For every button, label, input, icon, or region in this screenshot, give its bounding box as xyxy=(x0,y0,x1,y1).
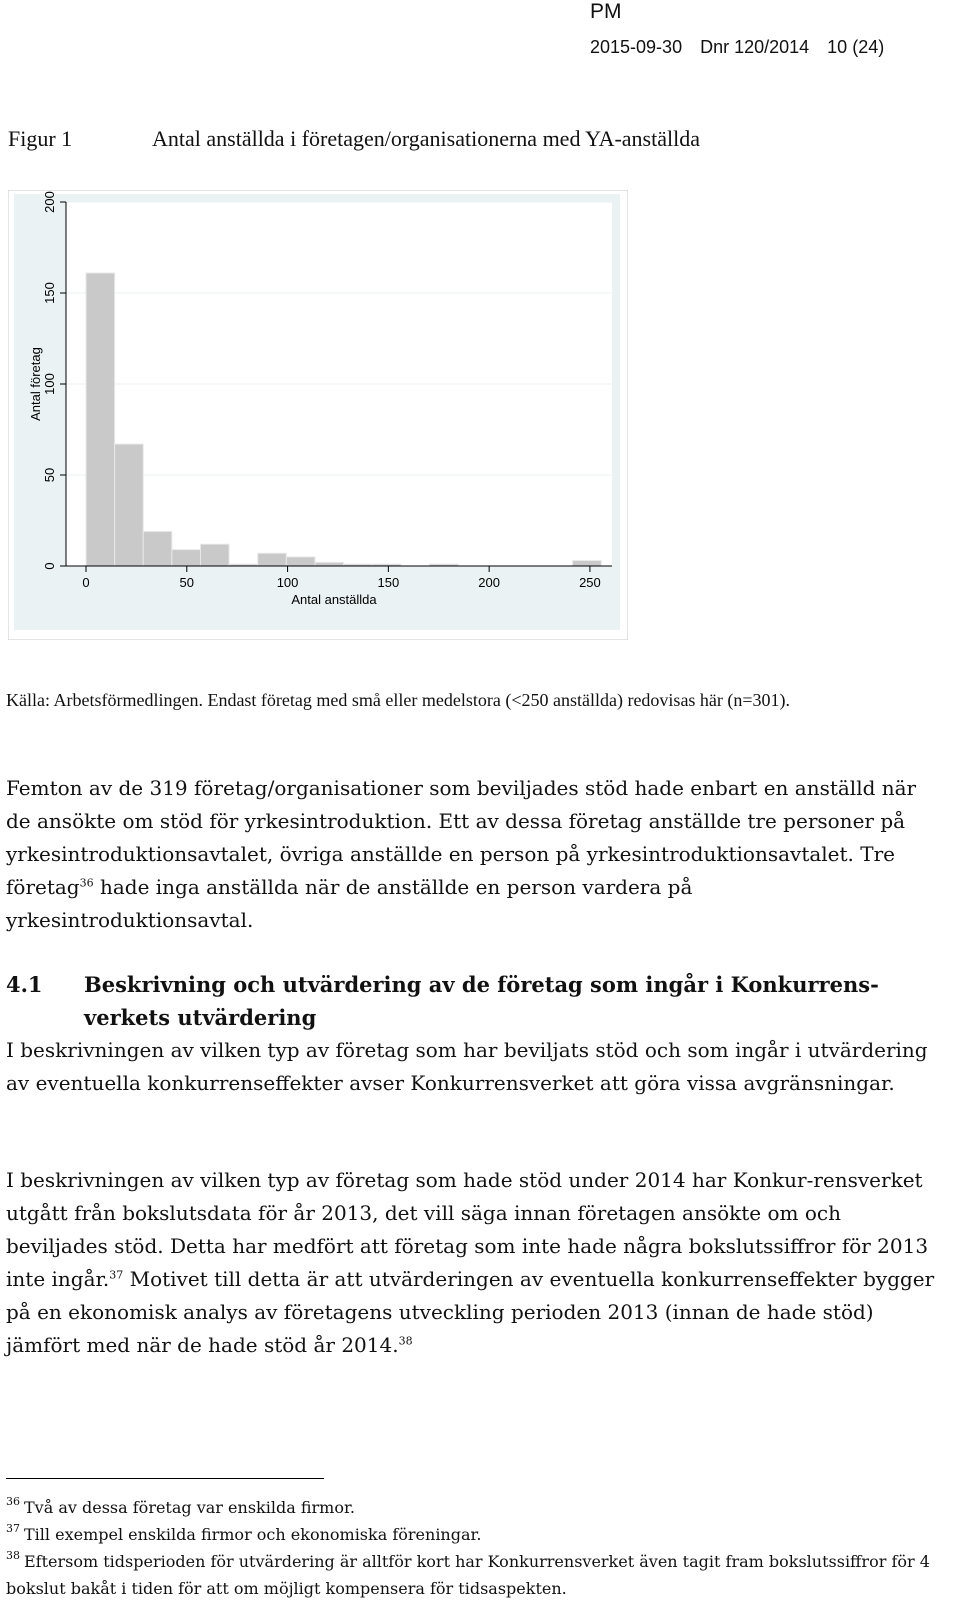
histogram-bar xyxy=(200,544,229,566)
histogram-bar xyxy=(86,273,115,566)
paragraph-3 xyxy=(6,1164,936,1362)
x-tick-label: 100 xyxy=(276,575,299,590)
histogram-svg xyxy=(8,190,628,640)
histogram-bar xyxy=(172,550,201,566)
histogram-bar xyxy=(115,444,144,566)
x-tick-label: 250 xyxy=(579,575,601,590)
footnote-number: 38 xyxy=(6,1549,20,1562)
y-tick-label: 150 xyxy=(42,282,57,304)
y-tick-label: 50 xyxy=(42,467,57,483)
y-axis-label: Antal företag xyxy=(28,347,43,421)
footnote-number: 36 xyxy=(6,1495,20,1508)
paragraph-1-text-b: hade inga anställda när de anställde en person vardera på yrkesintroduktionsavtal. xyxy=(6,875,693,932)
x-tick-label: 0 xyxy=(82,575,90,590)
x-axis-label: Antal anställda xyxy=(291,592,377,607)
histogram-bar xyxy=(286,557,315,566)
figure-label: Figur 1 xyxy=(8,126,73,151)
header-date: 2015-09-30 xyxy=(590,37,683,57)
histogram-chart xyxy=(8,190,628,640)
y-tick-label: 200 xyxy=(42,191,57,213)
footnote-36 xyxy=(6,1494,936,1521)
figure-caption xyxy=(8,126,700,152)
histogram-bar xyxy=(573,561,602,566)
histogram-bar xyxy=(258,553,287,566)
figure-title: Antal anställda i företagen/organisationerna med YA-anställda xyxy=(152,126,700,151)
footnote-text: Två av dessa företag var enskilda firmor. xyxy=(24,1498,355,1517)
section-title-line-1: Beskrivning och utvärdering av de företag som ingår i Konkurrens- xyxy=(84,972,879,997)
footnote-38 xyxy=(6,1548,936,1602)
x-tick-label: 150 xyxy=(377,575,400,590)
document-type: PM xyxy=(590,0,622,23)
footnote-number: 37 xyxy=(6,1522,20,1535)
histogram-bar xyxy=(143,531,172,566)
footnote-37 xyxy=(6,1521,936,1548)
footnote-separator xyxy=(6,1478,324,1479)
section-title-line-2: verkets utvärdering xyxy=(84,1005,317,1030)
paragraph-3-text-a: I beskrivningen av vilken typ av företag som hade stöd under 2014 har Konkur-rensverket utgått från bokslutsdata för år 2013, det vill säga innan företagen ansökte om och beviljades stöd. Detta har medfört att företag som inte hade några bokslutssiffror för 2013 inte ingår. xyxy=(6,1168,929,1291)
footnote-ref-37[interactable]: 37 xyxy=(109,1268,124,1282)
footnote-text: Eftersom tidsperioden för utvärdering är alltför kort har Konkurrensverket även tagit fram bokslutssiffror för 4 bokslut bakåt i tiden för att om möjligt kompensera för tidsaspekten. xyxy=(6,1552,930,1598)
footnote-ref-36[interactable]: 36 xyxy=(79,876,94,890)
document-header-line xyxy=(590,37,902,58)
paragraph-1 xyxy=(6,772,936,937)
footnote-ref-38[interactable]: 38 xyxy=(398,1334,413,1348)
histogram-bar xyxy=(315,562,344,566)
header-dnr: Dnr 120/2014 xyxy=(700,37,810,57)
paragraph-3-text-b: Motivet till detta är att utvärderingen av eventuella konkurrenseffekter bygger på en ekonomisk analys av företagens utveckling perioden 2013 (innan de hade stöd) jämfört med när de hade stöd år 2014. xyxy=(6,1267,935,1357)
figure-source-note: Källa: Arbetsförmedlingen. Endast företag med små eller medelstora (<250 anställda) redovisas här (n=301). xyxy=(6,690,791,710)
footnotes xyxy=(6,1494,936,1602)
paragraph-2: I beskrivningen av vilken typ av företag som har beviljats stöd och som ingår i utvärdering av eventuella konkurrenseffekter avser Konkurrensverket att göra vissa avgränsningar. xyxy=(6,1038,928,1095)
x-tick-label: 200 xyxy=(478,575,500,590)
paragraph-1-text-a: Femton av de 319 företag/organisationer som beviljades stöd hade enbart en anställd när de ansökte om stöd för yrkesintroduktion. Ett av dessa företag anställde tre personer på yrkesintroduktionsavtalet, övriga anställde en person på yrkesintroduktionsavtalet. Tre företag xyxy=(6,776,917,899)
x-tick-label: 50 xyxy=(179,575,195,590)
y-tick-label: 0 xyxy=(42,562,57,570)
section-number: 4.1 xyxy=(6,972,43,997)
footnote-text: Till exempel enskilda firmor och ekonomiska föreningar. xyxy=(24,1525,482,1544)
y-tick-label: 100 xyxy=(42,373,57,395)
header-page: 10 (24) xyxy=(827,37,885,57)
section-heading xyxy=(6,968,879,1034)
